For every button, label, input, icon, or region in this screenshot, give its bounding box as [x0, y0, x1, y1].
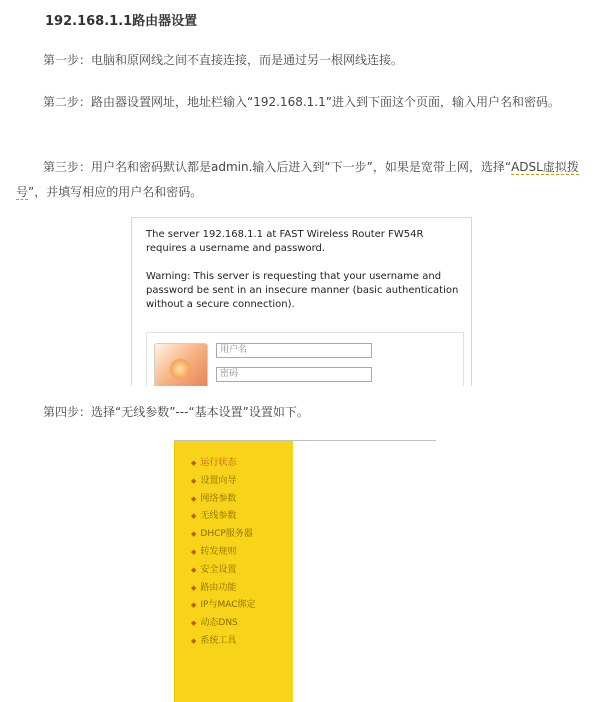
router-menu-item[interactable] [191, 491, 236, 504]
bullet-icon: ◆ [191, 548, 197, 556]
auth-message: The server 192.168.1.1 at FAST Wireless Router FW54R requires a username and password. [146, 229, 424, 254]
bullet-icon: ◆ [191, 459, 197, 467]
router-menu-label: 网络参数 [200, 493, 237, 504]
router-menu-label: DHCP服务器 [200, 529, 253, 540]
auth-dialog-screenshot [131, 217, 472, 386]
router-menu-label: 转发规则 [200, 547, 237, 557]
bullet-icon: ◆ [191, 530, 197, 539]
username-field[interactable]: 用户名 [216, 343, 372, 358]
router-menu-label: 路由功能 [200, 582, 237, 593]
bullet-icon: ◆ [191, 619, 197, 628]
router-menu-label: 无线参数 [200, 511, 237, 522]
step-2: 第二步：路由器设置网址，地址栏输入“192.168.1.1”进入到下面这个页面，输入用户名和密码。 [43, 95, 560, 109]
router-menu-item[interactable] [191, 580, 236, 593]
bullet-icon: ◆ [191, 565, 197, 574]
router-menu-item[interactable] [191, 597, 256, 610]
router-menu-item[interactable] [191, 544, 236, 557]
router-menu-label: 系统工具 [200, 636, 237, 646]
bullet-icon: ◆ [191, 583, 197, 592]
router-menu-item[interactable] [191, 562, 236, 575]
router-menu-label: 设置向导 [200, 475, 237, 486]
step-4: 第四步：选择“无线参数”---“基本设置”设置如下。 [43, 405, 309, 419]
step-1: 第一步：电脑和原网线之间不直接连接，而是通过另一根网线连接。 [43, 53, 404, 67]
article-title: 192.168.1.1路由器设置 [45, 14, 198, 29]
bullet-icon: ◆ [191, 601, 197, 610]
auth-warning: Warning: This server is requesting that your username and password be sent in an insecure manner (basic authentication without a secure connection). [146, 271, 459, 310]
step-3-text-b: ”，并填写相应的用户名和密码。 [28, 185, 203, 199]
router-menu-item[interactable] [191, 508, 236, 521]
router-menu-label: IP与MAC绑定 [200, 600, 256, 611]
bullet-icon: ◆ [191, 476, 197, 485]
bullet-icon: ◆ [191, 512, 197, 521]
router-menu-label: 安全设置 [200, 564, 237, 575]
router-menu-item[interactable] [191, 633, 236, 646]
bullet-icon: ◆ [191, 494, 197, 503]
adsl-link[interactable]: ADSL虚拟拨号 [16, 160, 579, 199]
router-menu-item[interactable] [191, 615, 238, 628]
router-menu-item[interactable] [191, 526, 253, 539]
user-avatar-icon [154, 343, 208, 386]
step-3 [16, 155, 588, 205]
password-field[interactable]: 密码 [216, 367, 372, 382]
router-menu-label: 动态DNS [200, 618, 238, 629]
router-menu-label: 运行状态 [200, 458, 237, 468]
router-admin-screenshot [174, 440, 436, 702]
router-menu-item[interactable] [191, 455, 236, 468]
router-menu-item[interactable] [191, 473, 236, 486]
step-3-text-a: 第三步：用户名和密码默认都是admin.输入后进入到“下一步”，如果是宽带上网，选择“ [43, 160, 512, 174]
router-sidebar-menu [174, 441, 293, 702]
bullet-icon: ◆ [191, 637, 197, 645]
credentials-panel [146, 332, 464, 386]
